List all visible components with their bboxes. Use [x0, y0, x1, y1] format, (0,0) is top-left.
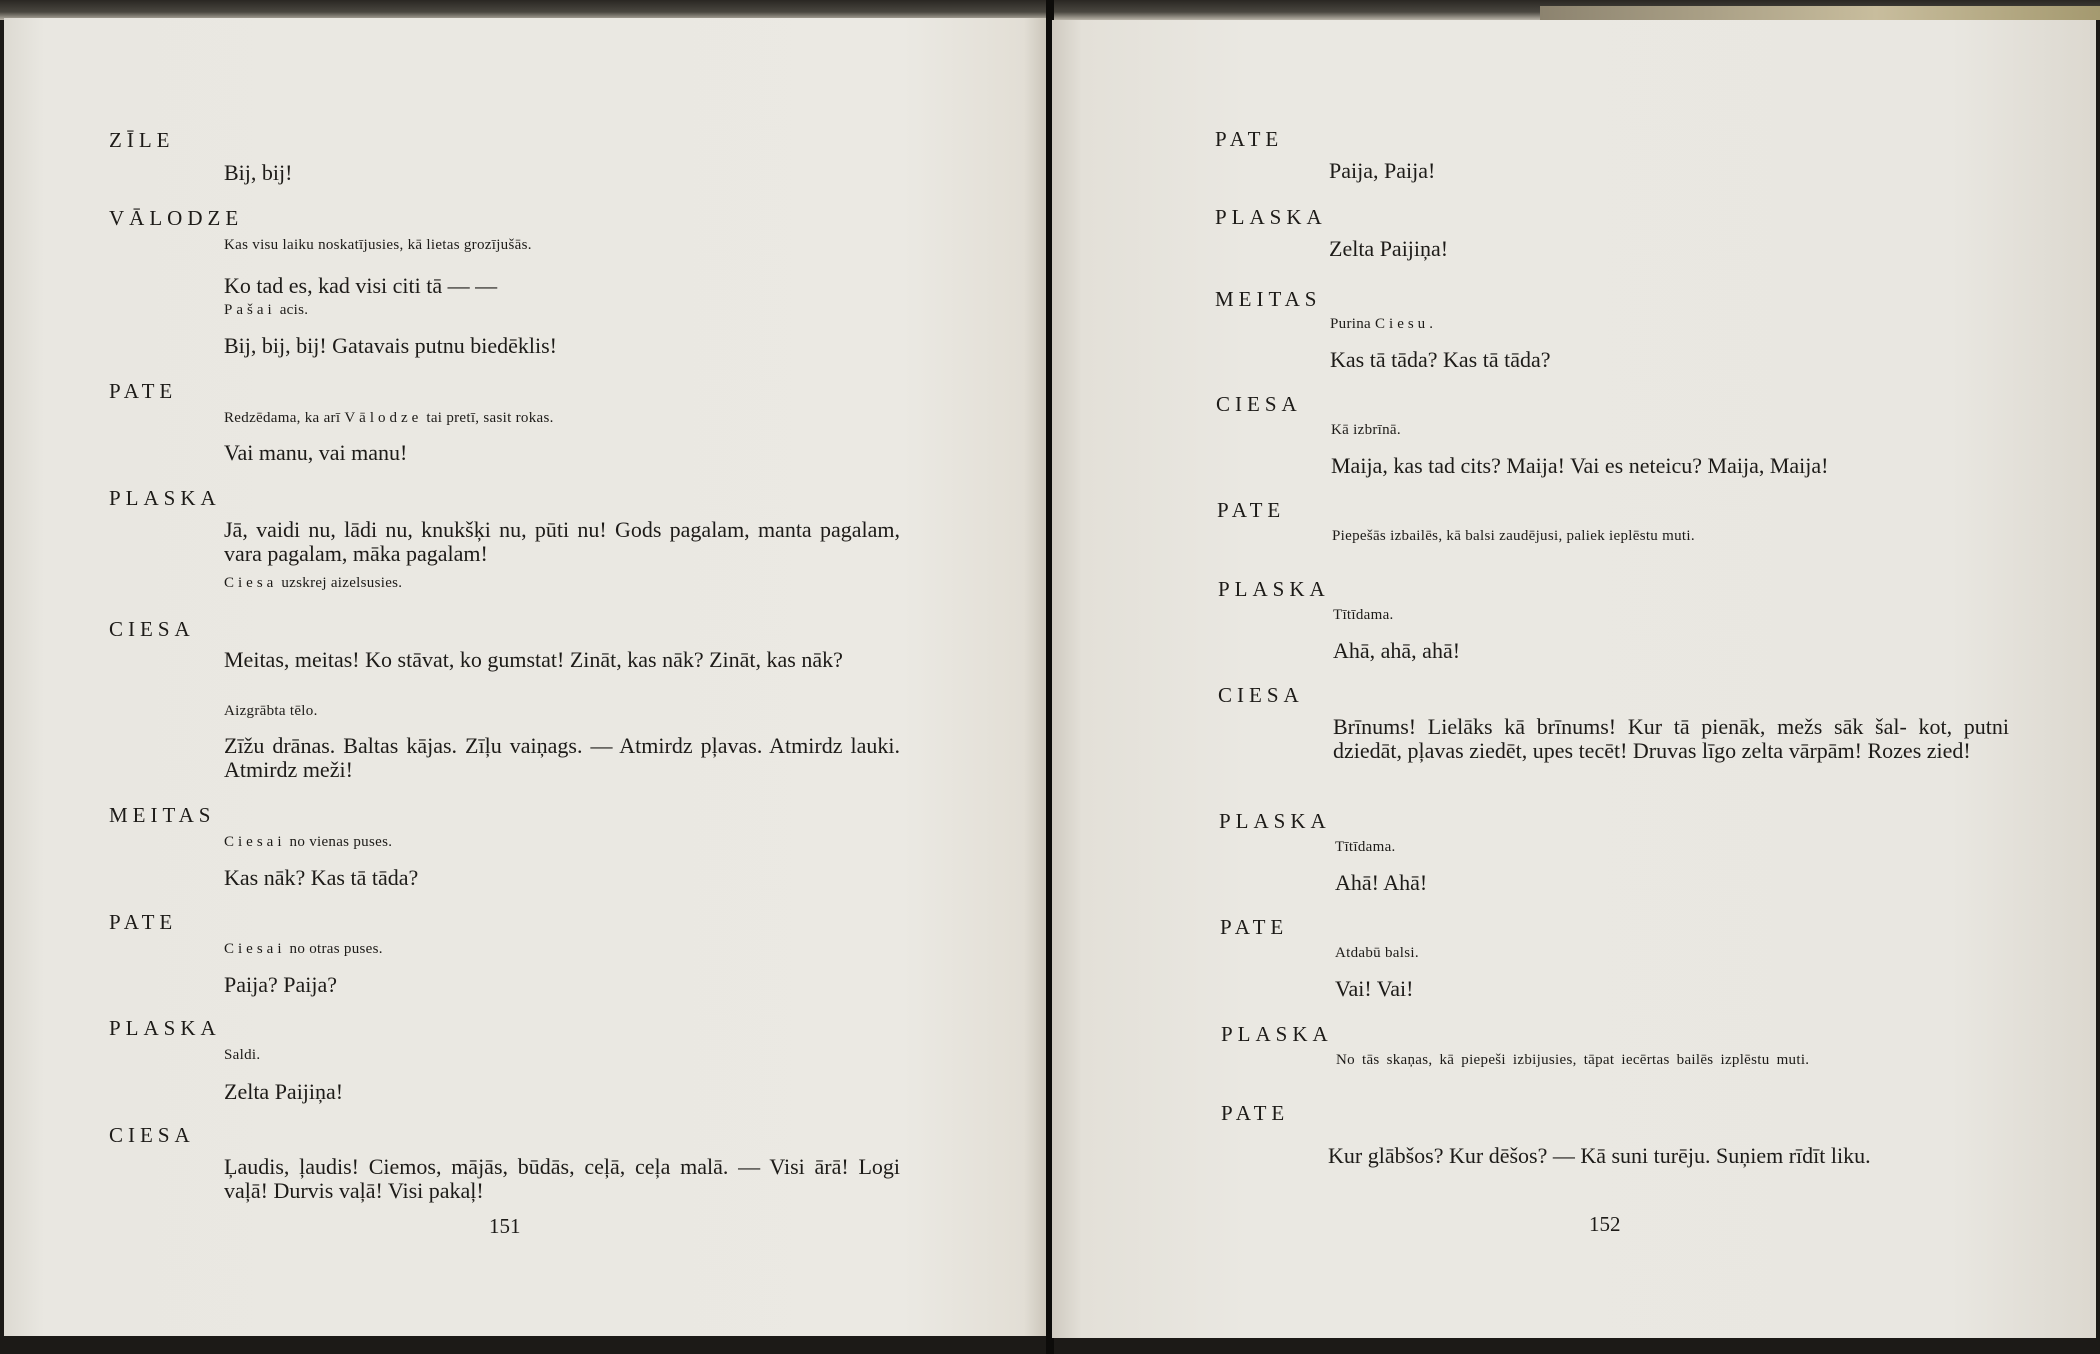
dialogue-line: Jā, vaidi nu, lādi nu, knukšķi nu, pūti nu! Gods pagalam, manta pagalam, vara pagalam, māka pagalam!	[224, 517, 900, 566]
stage-direction: Ciesai no otras puses.	[224, 941, 383, 957]
dialogue-line: Zīžu drānas. Baltas kājas. Zīļu vaiņags. — Atmirdz pļavas. Atmirdz lauki. Atmirdz meži!	[224, 733, 900, 782]
speaker-name: PLASKA	[109, 1016, 221, 1040]
dialogue-line: Kas nāk? Kas tā tāda?	[224, 865, 419, 890]
stage-direction: Ciesa uzskrej aizelsusies.	[224, 575, 403, 591]
speaker-name: PLASKA	[1219, 809, 1331, 833]
dialogue-line: Zelta Paijiņa!	[1329, 236, 1449, 261]
dialogue-line: Bij, bij!	[224, 160, 293, 185]
speaker-name: PATE	[109, 379, 178, 403]
dialogue-line: Bij, bij, bij! Gatavais putnu biedēklis!	[224, 333, 558, 358]
stage-direction: Atdabū balsi.	[1335, 945, 1419, 961]
speaker-name: MEITAS	[109, 803, 216, 827]
speaker-name: PLASKA	[1218, 577, 1330, 601]
stage-direction: Pašai acis.	[224, 302, 309, 318]
dialogue-line: Vai! Vai!	[1335, 976, 1414, 1001]
dialogue-line: Ahā, ahā, ahā!	[1333, 638, 1461, 663]
dialogue-line: Ko tad es, kad visi citi tā — —	[224, 273, 498, 298]
stage-direction: Kā izbrīnā.	[1331, 422, 1401, 438]
speaker-name: PATE	[1220, 915, 1289, 939]
dialogue-line: Vai manu, vai manu!	[224, 440, 408, 465]
stage-direction: No tās skaņas, kā piepeši izbijusies, tāpat iecērtas bailēs izplēstu muti.	[1336, 1052, 1810, 1068]
stage-direction: Tītīdama.	[1335, 839, 1396, 855]
stage-direction: Purina Ciesu.	[1330, 316, 1434, 332]
stage-direction: Piepešās izbailēs, kā balsi zaudējusi, paliek ieplēstu muti.	[1332, 528, 1695, 544]
speaker-name: CIESA	[109, 617, 195, 641]
speaker-name: PATE	[1215, 127, 1284, 151]
speaker-name: CIESA	[109, 1123, 195, 1147]
speaker-name: PATE	[1221, 1101, 1290, 1125]
dialogue-line: Brīnums! Lielāks kā brīnums! Kur tā pienāk, mežs sāk šal- kot, putni dziedāt, pļavas ziedēt, upes tecēt! Druvas līgo zelta vārpām! Rozes zied!	[1333, 714, 2009, 763]
speaker-name: PATE	[109, 910, 178, 934]
left-page	[4, 18, 1048, 1336]
stage-direction: Tītīdama.	[1333, 607, 1394, 623]
speaker-name: PLASKA	[1215, 205, 1327, 229]
page-number: 152	[1589, 1212, 1621, 1236]
dialogue-line: Zelta Paijiņa!	[224, 1079, 344, 1104]
speaker-name: PLASKA	[1221, 1022, 1333, 1046]
speaker-name: ZĪLE	[109, 128, 175, 152]
stage-direction: Ciesai no vienas puses.	[224, 834, 393, 850]
dialogue-line: Kur glābšos? Kur dēšos? — Kā suni turēju. Suņiem rīdīt liku.	[1328, 1143, 1871, 1168]
speaker-name: CIESA	[1216, 392, 1302, 416]
speaker-name: PLASKA	[109, 486, 221, 510]
speaker-name: PATE	[1217, 498, 1286, 522]
book-cover-edge	[1540, 6, 2100, 20]
dialogue-line: Ļaudis, ļaudis! Ciemos, mājās, būdās, ceļā, ceļa malā. — Visi ārā! Logi vaļā! Durvis vaļā! Visi pakaļ!	[224, 1154, 900, 1203]
dialogue-line: Ahā! Ahā!	[1335, 870, 1428, 895]
stage-direction: Saldi.	[224, 1047, 261, 1063]
dialogue-line: Kas tā tāda? Kas tā tāda?	[1330, 347, 1551, 372]
dialogue-line: Maija, kas tad cits? Maija! Vai es neteicu? Maija, Maija!	[1331, 453, 1829, 478]
dialogue-line: Paija, Paija!	[1329, 158, 1436, 183]
stage-direction: Redzēdama, ka arī Vālodze tai pretī, sasit rokas.	[224, 410, 554, 426]
page-number: 151	[489, 1214, 521, 1238]
dialogue-line: Paija? Paija?	[224, 972, 338, 997]
dialogue-line: Meitas, meitas! Ko stāvat, ko gumstat! Zināt, kas nāk? Zināt, kas nāk?	[224, 647, 843, 672]
stage-direction: Aizgrābta tēlo.	[224, 703, 318, 719]
speaker-name: MEITAS	[1215, 287, 1322, 311]
right-page	[1052, 20, 2096, 1338]
speaker-name: VĀLODZE	[109, 206, 244, 230]
speaker-name: CIESA	[1218, 683, 1304, 707]
stage-direction: Kas visu laiku noskatījusies, kā lietas grozījušās.	[224, 237, 532, 253]
